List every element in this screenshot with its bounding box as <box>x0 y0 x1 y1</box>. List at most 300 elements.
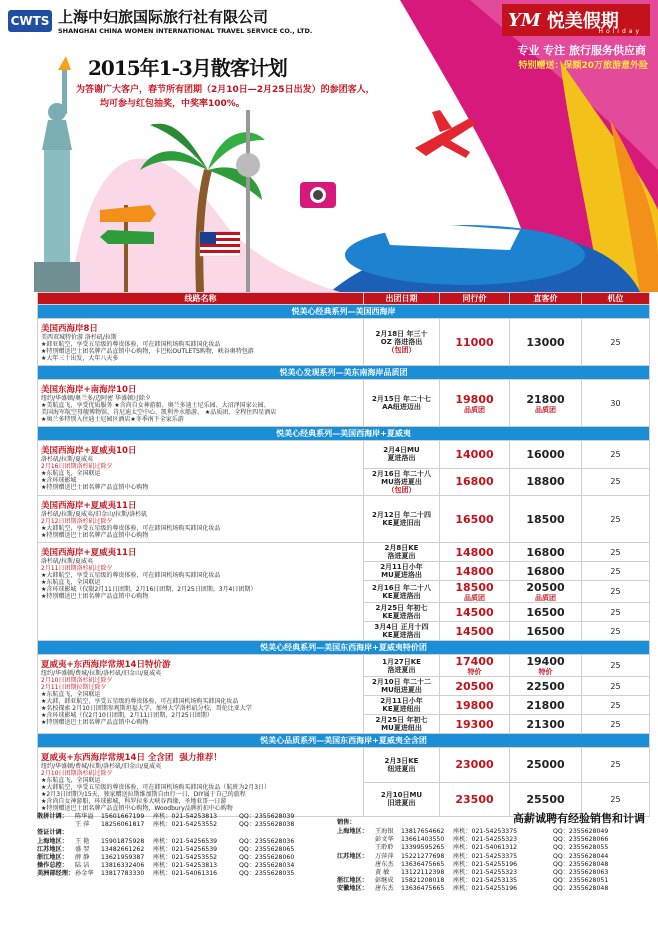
seats-count: 25 <box>582 468 650 496</box>
seats-count: 25 <box>582 543 650 562</box>
route-cell <box>38 441 364 496</box>
departure-flight: AA纽进迈出 <box>382 403 421 411</box>
section-row <box>38 305 650 319</box>
departure-flight: 夏进洛出 <box>387 454 416 463</box>
direct-price-value: 21800 <box>526 698 565 712</box>
brand-logo <box>502 4 650 36</box>
contact-qq: QQ：2355628066 <box>553 836 609 844</box>
contact-tel: 座机：021-54253552 <box>153 821 218 829</box>
section-row <box>38 366 650 380</box>
contact-row <box>37 854 337 862</box>
departure-cell <box>364 655 440 677</box>
section-row <box>38 641 650 655</box>
contact-name: 薛 静 <box>75 854 90 862</box>
route-title-text: 美国西海岸+夏威夷10日 <box>41 446 137 456</box>
section-row <box>38 734 650 748</box>
col-peer-price: 同行价 <box>440 293 510 305</box>
contact-tel: 座机：021-54061312 <box>453 844 518 852</box>
direct-price <box>510 581 582 603</box>
departure-flight: OZ 洛进洛出 <box>380 338 423 346</box>
contact-qq: QQ：2355628063 <box>553 869 609 877</box>
table-row <box>38 441 650 469</box>
departure-cell <box>364 677 440 696</box>
contact-row <box>337 869 649 877</box>
peer-price <box>440 715 510 734</box>
contact-label: 操作总控： <box>37 862 68 870</box>
route-title <box>41 546 360 558</box>
peer-price-value: 16800 <box>455 475 494 489</box>
intro-line-1: 为答谢广大客户，春节所有团期（2月10日—2月25日出发）的参团客人， <box>76 85 375 95</box>
peer-price <box>440 562 510 581</box>
contact-tel: 座机：021-54253552 <box>153 854 218 862</box>
peer-price <box>440 441 510 469</box>
peer-price <box>440 622 510 641</box>
peer-price <box>440 696 510 715</box>
contact-mobile: 13621959387 <box>101 854 145 862</box>
contact-mobile: 13636475665 <box>401 885 445 893</box>
seats-count: 25 <box>582 603 650 622</box>
departure-cell <box>364 468 440 496</box>
departure-flight: KE夏进旧出 <box>382 519 421 527</box>
direct-price <box>510 622 582 641</box>
col-route: 线路名称 <box>38 293 364 305</box>
peer-price-value: 20500 <box>455 679 494 693</box>
departure-cell <box>364 748 440 783</box>
company-name-cn: 上海中妇旅国际旅行社有限公司 <box>58 8 269 26</box>
contact-row <box>337 828 649 836</box>
departure-date: 2月3日KE <box>384 756 419 765</box>
departure-flight: 旧进夏出 <box>387 799 416 808</box>
route-cell <box>38 655 364 734</box>
contact-region <box>337 861 375 869</box>
peer-price-value: 19800 <box>455 392 494 406</box>
direct-price <box>510 696 582 715</box>
direct-price-value: 18500 <box>526 512 565 526</box>
departure-cell <box>364 715 440 734</box>
route-line: ★韩亚航空，享受五星级的尊贵体验，可在韩国机场购买韩国化妆品 <box>41 341 221 348</box>
contact-mobile: 13399595265 <box>401 844 445 852</box>
departure-date: 2月12日 年二十四 <box>371 511 432 519</box>
contact-row <box>337 853 649 861</box>
peer-price <box>440 655 510 677</box>
route-line: 2月11日团期洛杉矶过除夕 <box>41 565 113 572</box>
seats-count: 25 <box>582 562 650 581</box>
route-line: 美西双城特价游 洛杉矶/拉斯 <box>41 334 117 341</box>
operations-contacts <box>37 813 337 879</box>
peer-price-note: 特价 <box>467 668 482 676</box>
contact-region: 江苏地区： <box>337 852 368 860</box>
direct-price <box>510 677 582 696</box>
hero-banner <box>0 0 658 292</box>
peer-price <box>440 496 510 543</box>
contact-row <box>37 846 337 854</box>
contact-tel: 座机：021-54256539 <box>153 837 218 845</box>
contact-region: 上海地区： <box>337 828 368 835</box>
peer-price <box>440 319 510 366</box>
contact-qq: QQ：2355628034 <box>239 862 295 870</box>
departure-date: 2月10日MU <box>380 791 423 800</box>
direct-price-value: 20500 <box>526 581 565 594</box>
sales-title: 销售： <box>337 819 356 826</box>
table-row <box>38 380 650 427</box>
route-line: ★大韩航空，享受五星级的尊贵体验，可在韩国机场购买韩国化妆品 <box>41 525 221 532</box>
contact-label: 美洲部经理： <box>37 870 75 878</box>
route-line: 美国海军航空母舰博物馆、肯尼迪太空中心、凯利井水船游、 ★品质团、全程住四星酒店 <box>41 409 277 416</box>
departure-date: 2月11日小年 <box>380 697 423 705</box>
route-line: ★名校探索 2月10日团期参观斯坦福大学，加州大学洛杉矶分校，哥伦比亚大学 <box>41 705 252 712</box>
route-line: 2月11日团期拉斯过除夕 <box>41 684 107 691</box>
departure-date: 2月15日 年二十七 <box>371 395 432 403</box>
route-title <box>41 499 360 511</box>
contact-name: 王 萍 <box>75 821 90 829</box>
contact-row <box>37 813 337 821</box>
brand-name: 悦美假期 <box>546 11 619 32</box>
direct-price <box>510 603 582 622</box>
contact-name: 黄 敏 <box>375 869 390 877</box>
contact-tel: 座机：021-54253375 <box>453 828 518 835</box>
contact-qq: QQ：2355628035 <box>239 870 295 878</box>
departure-cell <box>364 562 440 581</box>
direct-price-note: 品质团 <box>535 594 556 602</box>
direct-price <box>510 441 582 469</box>
peer-price-value: 14800 <box>455 545 494 559</box>
route-line: ★特别赠送巴士团名牌产品直销中心购物 <box>41 532 149 539</box>
route-cell <box>38 543 364 641</box>
route-title-text: 美国西海岸+夏威夷11日 <box>41 548 137 558</box>
direct-price-value: 16800 <box>526 564 565 578</box>
departure-date: 2月10日 年二十二 <box>371 678 432 686</box>
peer-price-value: 14500 <box>455 624 494 638</box>
route-title <box>41 658 360 670</box>
route-line: ★美航直飞，享受优质服务 ★含尚自女神游船、奥兰多迪士尼乐园、大沼泽国家公园、 <box>41 402 270 409</box>
route-title <box>41 322 360 334</box>
route-line: 2月12日团期洛杉矶过除夕 <box>41 518 113 525</box>
departure-flight: KE夏进洛出 <box>382 591 421 600</box>
seats-count: 25 <box>582 782 650 817</box>
peer-price-value: 19800 <box>455 698 494 712</box>
contact-label: 浙江地区： <box>37 854 68 862</box>
contact-label: 签证计调： <box>37 829 68 837</box>
contact-tel: 座机：021-54253813 <box>153 813 218 820</box>
route-line: ★东航直飞，全国联运 <box>41 579 101 586</box>
contact-mobile: 13122112398 <box>401 869 445 877</box>
direct-price-value: 25500 <box>526 792 565 806</box>
contact-mobile: 15901875928 <box>101 837 145 845</box>
departure-date: 2月4日MU <box>383 446 420 455</box>
contact-name <box>75 829 101 837</box>
company-name-block <box>58 6 312 35</box>
table-row <box>38 655 650 677</box>
departure-note: （包团） <box>387 346 416 354</box>
contact-tel: 座机：021-54255196 <box>453 860 518 868</box>
route-line: 2月10日团期洛杉矶过除夕 <box>41 677 113 684</box>
contact-label: 江苏地区： <box>37 845 68 853</box>
direct-price <box>510 496 582 543</box>
route-line: ★东航直飞，全国联运 <box>41 691 101 698</box>
route-line: 洛杉矶/拉斯/夏威夷/旧金山/拉斯/洛杉矶 <box>41 511 148 518</box>
direct-price-value: 22500 <box>526 679 565 693</box>
contact-qq: QQ：2355628038 <box>239 821 295 829</box>
contact-tel: 座机：021-54061316 <box>153 870 218 878</box>
seats-count: 25 <box>582 441 650 469</box>
direct-price-value: 16800 <box>526 545 565 559</box>
contact-mobile: 18256061817 <box>101 821 145 829</box>
page-title: 2015年1-3月散客计划 <box>88 56 287 80</box>
route-title <box>41 751 360 763</box>
contact-row <box>337 844 649 852</box>
contact-qq: QQ：2355628065 <box>239 845 295 853</box>
departure-cell <box>364 543 440 562</box>
route-line: ★大韩、韩亚航空，享受五星级的尊贵体验，可在韩国机场购买韩国化妆品 <box>41 698 239 705</box>
route-line: 2月16日团期洛杉矶过除夕 <box>41 463 113 470</box>
direct-price-value: 16500 <box>526 605 565 619</box>
section-title: 悦美心经典系列—美国西海岸+夏威夷 <box>38 427 650 441</box>
route-line: ★2月3日团期为15天，独家赠送拉斯维加斯自由行一日，DIY属于自己的旅程 <box>41 791 246 798</box>
direct-price <box>510 715 582 734</box>
route-line: ★特别赠送巴士团名牌产品直销中心购物 <box>41 484 149 491</box>
seats-count: 25 <box>582 319 650 366</box>
company-logo: CWTS <box>8 10 52 32</box>
section-title: 悦美心经典系列—美国西海岸 <box>38 305 650 319</box>
departure-date: 3月4日 正月十四 <box>374 623 429 631</box>
departure-cell <box>364 622 440 641</box>
departure-flight: MU纽进夏出 <box>381 686 422 694</box>
route-line: ★东航直飞，全国联运 <box>41 777 101 784</box>
contact-row <box>337 885 649 893</box>
peer-price-value: 19300 <box>455 717 494 731</box>
route-title-extra: 强力推荐！ <box>179 753 222 763</box>
peer-price-note: 品质团 <box>464 594 485 602</box>
seats-count: 25 <box>582 622 650 641</box>
table-row <box>38 748 650 783</box>
route-line: 纽约/华盛顿/费城/拉斯/洛杉矶/旧金山/夏威夷 <box>41 670 162 677</box>
table-row <box>38 496 650 543</box>
departure-date: 2月8日KE <box>384 544 419 552</box>
seats-count: 25 <box>582 696 650 715</box>
route-line: 2月10日团期洛杉矶过除夕 <box>41 770 113 777</box>
seats-count: 25 <box>582 677 650 696</box>
seats-count: 25 <box>582 655 650 677</box>
contact-qq: QQ：2355628055 <box>553 844 609 852</box>
col-seats: 机位 <box>582 293 650 305</box>
contact-mobile: 13636475665 <box>401 860 445 868</box>
departure-cell <box>364 441 440 469</box>
brand-mark: YM <box>508 9 541 31</box>
departure-date: 2月16日 年二十八 <box>371 469 432 478</box>
contact-mobile: 13817783330 <box>101 870 145 878</box>
direct-price-value: 25000 <box>526 758 565 772</box>
route-line: ★大年三十出发，大年八天多 <box>41 355 119 362</box>
contact-tel: 座机：021-54253375 <box>453 852 518 860</box>
departure-flight: 纽进夏出 <box>387 764 416 773</box>
route-line: ★特别赠送巴士团名牌产品直销中心购物，Woodbury品牌折扣中心购物 <box>41 805 233 812</box>
contact-qq: QQ：2355628048 <box>553 860 609 868</box>
route-line: 纽约/华盛顿/费城/拉斯/洛杉矶/旧金山/夏威夷 <box>41 763 162 770</box>
promo-text: 特别赠送：保额20万旅游意外险 <box>518 61 648 71</box>
direct-price <box>510 319 582 366</box>
section-row <box>38 427 650 441</box>
airplane-icon <box>415 110 476 158</box>
departure-flight: 洛进夏出 <box>387 665 416 674</box>
table-row <box>38 319 650 366</box>
contact-mobile: 13816332406 <box>101 862 145 870</box>
contact-tel: 座机：021-54253135 <box>453 877 518 885</box>
table-row <box>38 543 650 562</box>
section-title: 悦美心经典系列—美国东西海岸+夏威夷特价团 <box>38 641 650 655</box>
contact-tel: 座机：021-54256539 <box>153 845 218 853</box>
peer-price-value: 11000 <box>455 335 494 349</box>
peer-price <box>440 748 510 783</box>
peer-price-value: 14500 <box>455 605 494 619</box>
contact-mobile: 15821208018 <box>401 877 445 885</box>
direct-price-value: 19400 <box>526 655 565 668</box>
peer-price-value: 14800 <box>455 564 494 578</box>
departure-date: 2月16日 年二十八 <box>371 583 432 592</box>
route-line: ★大韩航空，享受五星级的尊贵体验，可在韩国机场购买韩国化妆品 <box>41 572 221 579</box>
table-header-row <box>38 293 650 305</box>
direct-price-note: 特价 <box>538 668 553 676</box>
seats-count: 25 <box>582 748 650 783</box>
direct-price <box>510 562 582 581</box>
departure-date: 2月25日 年初七 <box>375 604 428 612</box>
route-title-text: 美国东海岸+南海岸10日 <box>41 385 137 395</box>
departure-flight: MU洛进夏出 <box>381 477 422 486</box>
contact-row <box>37 821 337 829</box>
contact-tel: 座机：021-54253813 <box>153 862 218 870</box>
company-header <box>8 6 312 35</box>
col-direct-price: 直客价 <box>510 293 582 305</box>
brand-sub: Holiday <box>598 28 642 35</box>
contact-tel: 座机：021-54255323 <box>453 836 518 844</box>
seats-count: 25 <box>582 715 650 734</box>
seats-count: 25 <box>582 581 650 603</box>
peer-price-value: 17400 <box>455 655 494 668</box>
direct-price <box>510 380 582 427</box>
contact-region: 安徽地区： <box>337 885 368 893</box>
route-line: ★奥兰多特别入住迪士尼园区酒店★冬季南下全家乐游 <box>41 416 184 423</box>
contact-qq: QQ：2355628049 <box>553 828 609 835</box>
direct-price-value: 13000 <box>526 335 565 349</box>
contact-mobile: 15221277698 <box>401 852 445 860</box>
peer-price <box>440 677 510 696</box>
departure-flight: KE夏进洛出 <box>382 631 421 639</box>
contact-name: 万萍萍 <box>375 852 394 860</box>
statue-of-liberty-icon <box>34 56 80 292</box>
peer-price-value: 18500 <box>455 581 494 594</box>
contact-name: 王海银 <box>375 828 394 835</box>
contact-qq: QQ：2355628044 <box>553 852 609 860</box>
route-title <box>41 444 360 456</box>
departure-flight: MU夏进纽出 <box>381 724 422 732</box>
peer-price <box>440 468 510 496</box>
col-date: 出团日期 <box>364 293 440 305</box>
peer-price-value: 16500 <box>455 512 494 526</box>
contact-name: 王聆聆 <box>375 844 394 852</box>
contact-row <box>337 861 649 869</box>
route-cell <box>38 496 364 543</box>
route-line: 洛杉矶/拉斯/夏威夷 <box>41 456 94 463</box>
contact-mobile: 13482661262 <box>101 845 145 853</box>
seats-count: 30 <box>582 380 650 427</box>
direct-price <box>510 748 582 783</box>
route-line: ★含环球影城（仅限2月11日团期、2月16日团期、2月25日团期、3月4日团期） <box>41 586 257 593</box>
peer-price <box>440 543 510 562</box>
direct-price-value: 18800 <box>526 475 565 489</box>
contact-row <box>37 838 337 846</box>
sales-contacts <box>337 828 649 894</box>
route-line: ★特别赠送巴士团名牌产品直销中心购物 <box>41 719 149 726</box>
direct-price-value: 21800 <box>526 392 565 406</box>
seats-count: 25 <box>582 496 650 543</box>
contact-qq <box>239 829 319 837</box>
contact-mobile: 15601667199 <box>101 813 145 820</box>
company-name-en: SHANGHAI CHINA WOMEN INTERNATIONAL TRAVEL SERVICE CO., LTD. <box>58 27 313 35</box>
contact-name: 唐东杰 <box>375 860 394 868</box>
contact-row <box>37 829 337 837</box>
contact-name: 盛 翌 <box>75 845 90 853</box>
departure-flight: 洛进夏出 <box>387 552 416 560</box>
contact-region: 浙江地区： <box>337 877 368 885</box>
peer-price-value: 23500 <box>455 792 494 806</box>
peer-price <box>440 603 510 622</box>
route-line: ★特别赠送巴士团名牌产品直销中心购物，卡巴松OUTLETS购物，峡谷奥特包游 <box>41 348 254 355</box>
peer-price <box>440 581 510 603</box>
departure-date: 2月11日小年 <box>380 563 423 571</box>
us-flag-icon <box>200 232 240 256</box>
direct-price-value: 16000 <box>526 447 565 461</box>
contact-name: 陆 洁 <box>75 862 90 870</box>
section-title: 悦美心品质系列—美国东西海岸+夏威夷全含团 <box>38 734 650 748</box>
route-line: ★含环球影城 <box>41 477 77 484</box>
contact-qq: QQ：2355628051 <box>553 877 609 885</box>
departure-flight: KE夏进纽出 <box>382 705 421 713</box>
peer-price-value: 14000 <box>455 447 494 461</box>
direct-price <box>510 655 582 677</box>
route-title-text: 夏威夷+东西海岸常规14日 全含团 <box>41 753 174 763</box>
contact-name: 王 艳 <box>75 837 90 845</box>
contact-name: 唐东杰 <box>375 885 394 893</box>
route-cell <box>38 319 364 366</box>
route-line: ★大韩航空，享受五星级的尊贵体验，可在韩国机场购买韩国化妆品（航班为2月3日） <box>41 784 271 791</box>
direct-price-note: 品质团 <box>535 405 556 414</box>
route-line: ★含环球影城（仅2月10日团期，2月11日团期，2月25日团期） <box>41 712 213 719</box>
direct-price-value: 16500 <box>526 624 565 638</box>
departure-cell <box>364 603 440 622</box>
departure-cell <box>364 380 440 427</box>
contact-mobile: 13661403550 <box>401 836 445 844</box>
departure-date: 2月18日 年三十 <box>375 330 428 338</box>
brand-slogan: 专业 专注 旅行服务供应商 <box>517 44 646 57</box>
departure-date: 2月25日 年初七 <box>375 716 428 724</box>
peer-price <box>440 380 510 427</box>
route-line: 纽约/华盛顿/奥兰多/迈阿密 华盛顿过除夕 <box>41 395 151 402</box>
route-line: ★东航直飞，全国联运 <box>41 470 101 477</box>
contact-qq: QQ：2355628048 <box>553 885 609 893</box>
contact-region <box>337 836 375 844</box>
route-title <box>41 383 360 395</box>
contact-qq: QQ：2355628060 <box>239 854 295 862</box>
camera-icon <box>300 182 336 208</box>
contact-label: 散拼计调： <box>37 813 68 820</box>
intro-line-2: 均可参与红包抽奖，中奖率100%。 <box>100 99 245 109</box>
contact-mobile: 13817654662 <box>401 828 445 835</box>
route-title-text: 美国西海岸8日 <box>41 324 98 334</box>
contact-label: 上海地区： <box>37 837 68 845</box>
contact-region <box>337 869 375 877</box>
peer-price-note: 品质团 <box>464 405 485 414</box>
route-title-text: 美国西海岸+夏威夷11日 <box>41 501 137 511</box>
departure-flight: MU夏进洛出 <box>381 571 422 579</box>
